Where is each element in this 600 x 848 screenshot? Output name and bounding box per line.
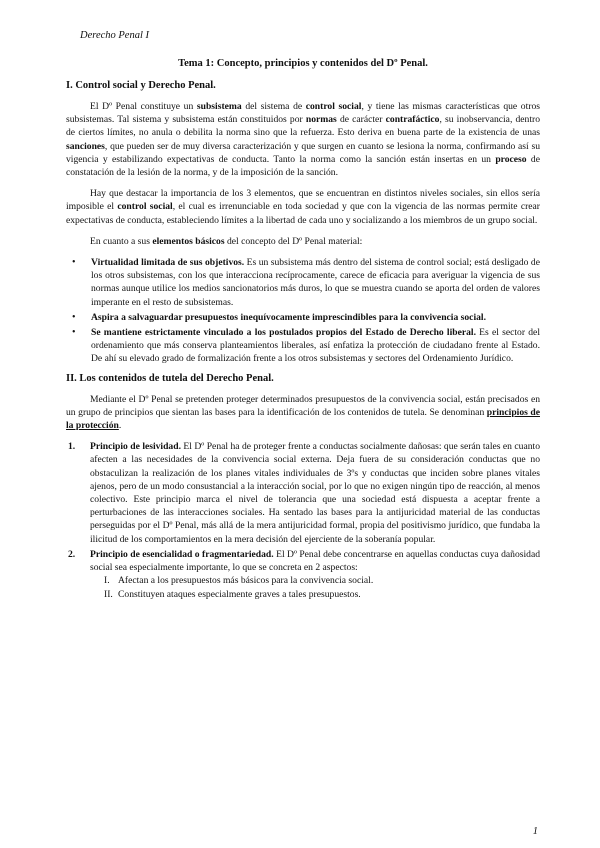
list-item: 2. Principio de esencialidad o fragmentariedad. El Dº Penal debe concentrarse en aquellas conductas cuya dañosidad social sea especialmente importante, lo que se concreta en 2 aspectos: I. Afectan a los presupuestos más básicos para la convivencia social. II. Constituyen ataques especialmente graves a tales presupuestos.: [68, 548, 540, 600]
section-1-heading: I. Control social y Derecho Penal.: [66, 80, 216, 91]
page-title: Tema 1: Concepto, principios y contenidos del Dº Penal.: [178, 58, 428, 69]
section-1-paragraph-1: El Dº Penal constituye un subsistema del sistema de control social, y tiene las mismas características que otros subsistemas. Tal sistema y subsistema están constituidos por normas de carácter contrafáctico, su inobservancia, dentro de ciertos límites, no anula o debilita la norma sino que la refuerza. Esto deriva en buena parte de la existencia de unas sanciones, que pueden ser de muy diversa caracterización y que surgen en cuanto se lesiona la norma, confirmando así su vigencia y estabilizando expectativas de conducta. Tanto la norma como la sanción están insertas en un proceso de constatación de la lesión de la norma, y de la imposición de la sanción.: [66, 101, 540, 179]
list-item: • Virtualidad limitada de sus objetivos. Es un subsistema más dentro del sistema de control social; está desligado de los otros subsistemas, con los que interacciona recíprocamente, carece de eficacia para averiguar la vigencia de sus normas aunque utilice los medios sancionatorios más duros, lo que se muestra cuando se aporta del orden de valores imperante en el resto de subsistemas.: [72, 257, 540, 308]
elements-list: [66, 256, 540, 366]
document-page: [66, 30, 540, 603]
section-1-paragraph-3: En cuanto a sus elementos básicos del concepto del Dº Penal material:: [90, 235, 363, 247]
sub-list-item: I. Afectan a los presupuestos más básicos para la convivencia social.: [104, 575, 374, 587]
bullet-icon: •: [72, 327, 76, 339]
section-1-paragraph-2: Hay que destacar la importancia de los 3 elementos, que se encuentran en distintos niveles sociales, sin ellos sería imposible el control social, el cual es irrenunciable en toda sociedad y que con la vigencia de las normas permite crear expectativas de conducta, estableciendo límites a la libertad de cada uno y socializando a los miembros de un grupo social.: [66, 188, 541, 226]
list-item: • Se mantiene estrictamente vinculado a los postulados propios del Estado de Derecho liberal. Es el sector del ordenamiento que más conserva planteamientos liberales, así enfatiza la protección de ciudadano frente al Estado. De ahí su elevado grado de formalización frente a los otros subsistemas y sectores del Ordenamiento Jurídico.: [72, 327, 540, 365]
section-2-heading: II. Los contenidos de tutela del Derecho Penal.: [66, 372, 274, 384]
page-number: 1: [532, 826, 538, 837]
bullet-icon: •: [72, 257, 76, 269]
running-header: Derecho Penal I: [80, 30, 149, 41]
sub-list: [90, 574, 540, 600]
section-2-intro: Mediante el Dº Penal se pretenden proteger determinados presupuestos de la convivencia social, están precisados en un grupo de principios que sientan las bases para la identificación de los contenidos de tutela. Se denominan principios de la protección.: [66, 393, 540, 432]
bullet-icon: •: [72, 311, 76, 323]
sub-list-item: II. Constituyen ataques especialmente graves a tales presupuestos.: [104, 588, 361, 600]
list-item: • Aspira a salvaguardar presupuestos inequívocamente imprescindibles para la convivencia social.: [72, 311, 486, 323]
principles-list: [66, 440, 540, 600]
list-item: 1. Principio de lesividad. El Dº Penal ha de proteger frente a conductas socialmente dañosas: que serán tales en cuanto afecten a las necesidades de la convivencia social externa. Deja fuera de su consideración conductas que no obstaculizan la realización de los planes vitales individuales de 3ºs y conductas que inciden sobre planes vitales ajenos, pero de un modo consustancial a la interacción social, por lo que no exigen ningún tipo de reacción, al menos colectivo. Este principio marca el nivel de tolerancia que una sociedad está dispuesta a aceptar frente a perturbaciones de las interacciones sociales. Ha sentado las bases para la antijuricidad material de las conductas perseguidas por el Dº Penal, más allá de la mera antijuricidad formal, propia del positivismo jurídico, que fundaba la ilicitud de los comportamientos en la mera decisión del ejerciente de la soberanía popular.: [68, 441, 540, 545]
